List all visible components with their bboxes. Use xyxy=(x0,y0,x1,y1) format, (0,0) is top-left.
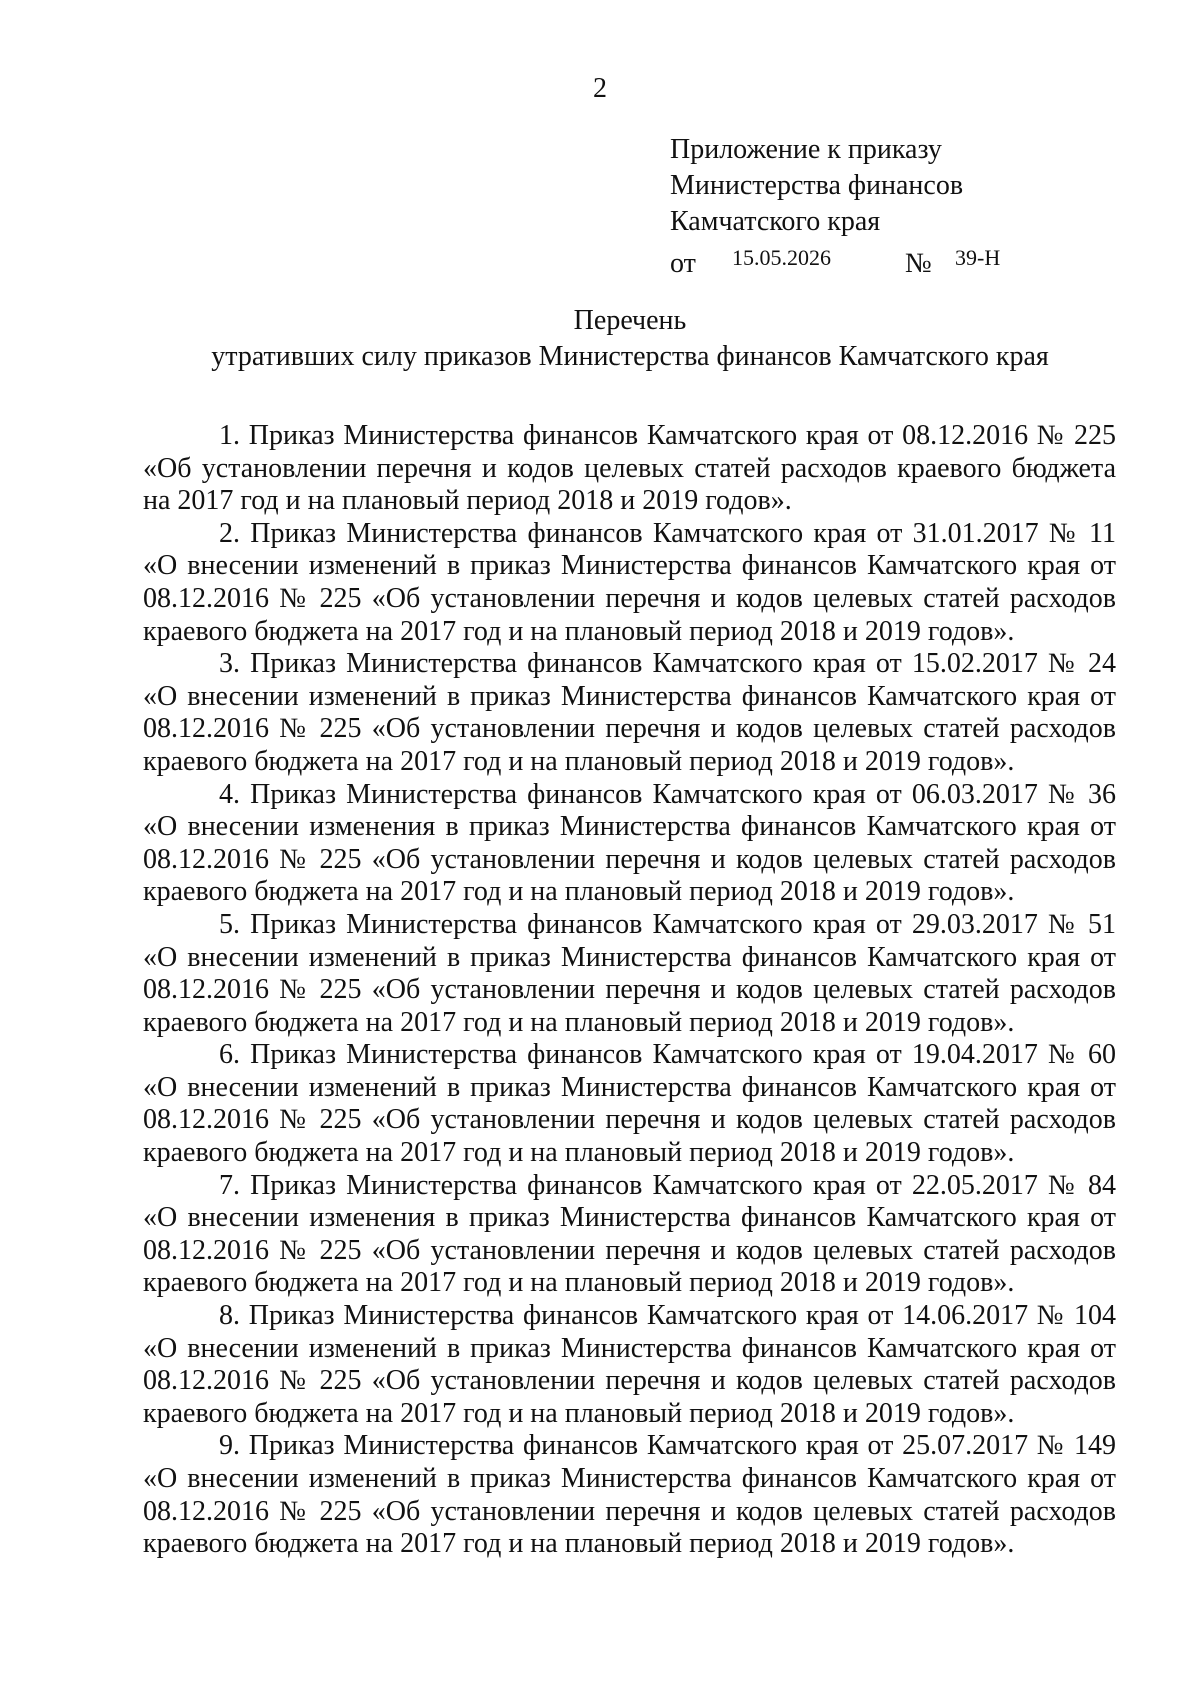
list-item: 5. Приказ Министерства финансов Камчатского края от 29.03.2017 № 51 «О внесении изменений в приказ Министерства финансов Камчатского края от 08.12.2016 № 225 «Об установлении перечня и кодов целевых статей расходов краевого бюджета на 2017 год и на плановый период 2018 и 2019 годов». xyxy=(143,908,1116,1038)
list-item: 2. Приказ Министерства финансов Камчатского края от 31.01.2017 № 11 «О внесении изменений в приказ Министерства финансов Камчатского края от 08.12.2016 № 225 «Об установлении перечня и кодов целевых статей расходов краевого бюджета на 2017 год и на плановый период 2018 и 2019 годов». xyxy=(143,517,1116,647)
document-title xyxy=(0,303,1200,375)
list-item: 3. Приказ Министерства финансов Камчатского края от 15.02.2017 № 24 «О внесении изменений в приказ Министерства финансов Камчатского края от 08.12.2016 № 225 «Об установлении перечня и кодов целевых статей расходов краевого бюджета на 2017 год и на плановый период 2018 и 2019 годов». xyxy=(143,648,1116,777)
list-item: 8. Приказ Министерства финансов Камчатского края от 14.06.2017 № 104 «О внесении изменений в приказ Министерства финансов Камчатского края от 08.12.2016 № 225 «Об установлении перечня и кодов целевых статей расходов краевого бюджета на 2017 год и на плановый период 2018 и 2019 годов». xyxy=(143,1300,1116,1429)
list-item: 9. Приказ Министерства финансов Камчатского края от 25.07.2017 № 149 «О внесении изменений в приказ Министерства финансов Камчатского края от 08.12.2016 № 225 «Об установлении перечня и кодов целевых статей расходов краевого бюджета на 2017 год и на плановый период 2018 и 2019 годов». xyxy=(143,1430,1116,1560)
order-reference-line xyxy=(670,240,1090,279)
title-line-2: утративших силу приказов Министерства финансов Камчатского края xyxy=(211,341,1049,372)
order-date: 15.05.2026 xyxy=(732,245,831,270)
list-item: 1. Приказ Министерства финансов Камчатского края от 08.12.2016 № 225 «Об установлении перечня и кодов целевых статей расходов краевого бюджета на 2017 год и на плановый период 2018 и 2019 годов». xyxy=(143,420,1116,517)
appendix-line-1: Приложение к приказу xyxy=(670,134,942,165)
list-item: 6. Приказ Министерства финансов Камчатского края от 19.04.2017 № 60 «О внесении изменений в приказ Министерства финансов Камчатского края от 08.12.2016 № 225 «Об установлении перечня и кодов целевых статей расходов краевого бюджета на 2017 год и на плановый период 2018 и 2019 годов». xyxy=(143,1039,1116,1169)
items-list xyxy=(143,420,1116,1561)
order-number: 39-Н xyxy=(955,245,1001,270)
list-item: 7. Приказ Министерства финансов Камчатского края от 22.05.2017 № 84 «О внесении изменения в приказ Министерства финансов Камчатского края от 08.12.2016 № 225 «Об установлении перечня и кодов целевых статей расходов краевого бюджета на 2017 год и на плановый период 2018 и 2019 годов». xyxy=(143,1169,1116,1299)
list-item: 4. Приказ Министерства финансов Камчатского края от 06.03.2017 № 36 «О внесении изменения в приказ Министерства финансов Камчатского края от 08.12.2016 № 225 «Об установлении перечня и кодов целевых статей расходов краевого бюджета на 2017 год и на плановый период 2018 и 2019 годов». xyxy=(143,778,1116,908)
number-sign: № xyxy=(905,248,932,279)
from-label: от xyxy=(670,248,696,279)
appendix-line-3: Камчатского края xyxy=(670,206,881,237)
page-number: 2 xyxy=(593,73,607,104)
appendix-line-2: Министерства финансов xyxy=(670,170,964,201)
appendix-header xyxy=(670,132,1090,279)
title-line-1: Перечень xyxy=(573,305,687,336)
